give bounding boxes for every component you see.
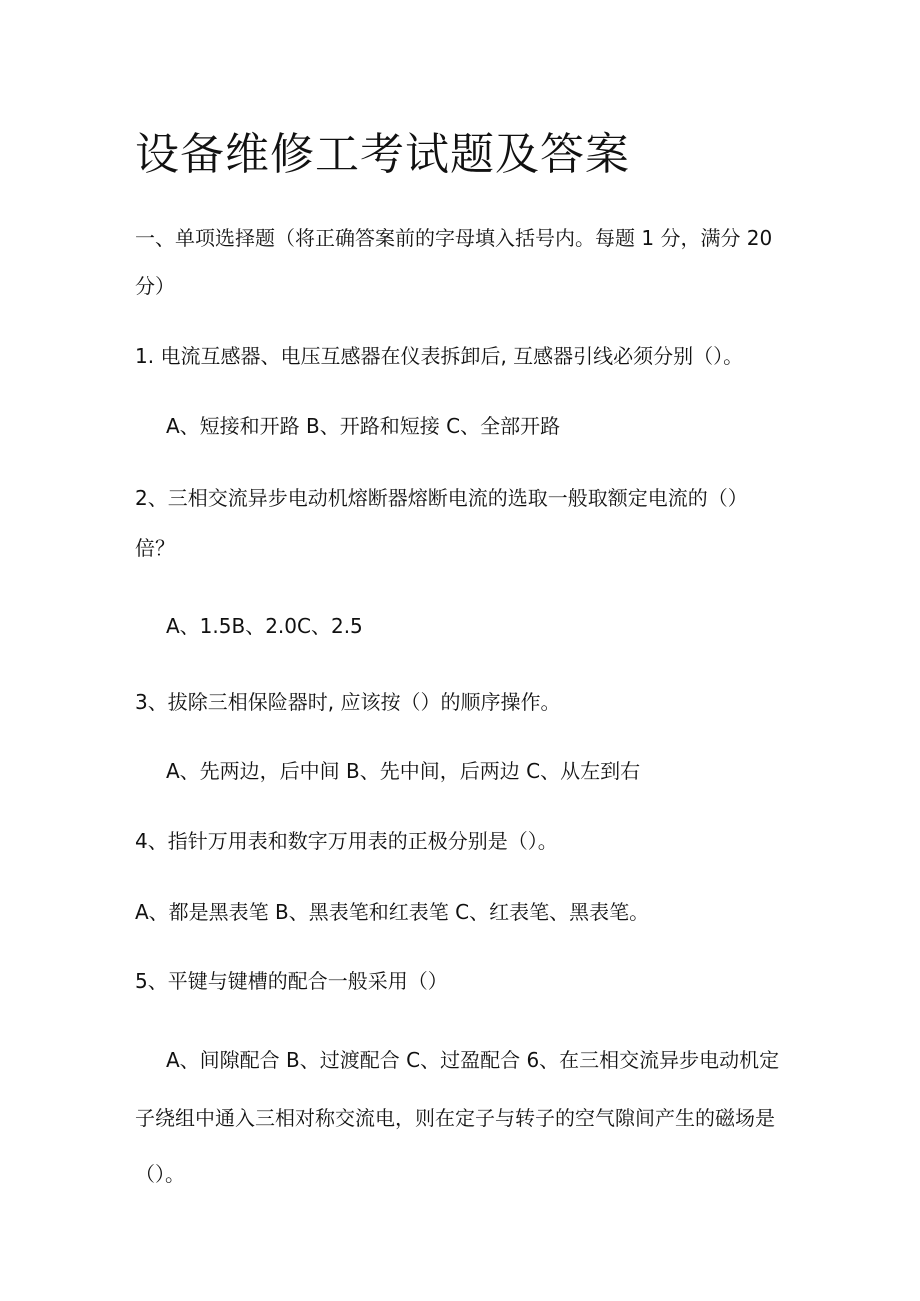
- question-3-options: A、先两边，后中间 B、先中间，后两边 C、从左到右: [166, 759, 641, 783]
- question-2-text-line-1: 2、三相交流异步电动机熔断器熔断电流的选取一般取额定电流的（）: [135, 486, 748, 510]
- question-2-text-line-2: 倍？: [135, 536, 175, 560]
- question-3-text: 3、拔除三相保险器时, 应该按（）的顺序操作。: [135, 690, 561, 714]
- question-6-blank: （）。: [135, 1162, 185, 1186]
- question-4-options: A、都是黑表笔 B、黑表笔和红表笔 C、红表笔、黑表笔。: [135, 900, 650, 924]
- question-5-options-line-1: A、间隙配合 B、过渡配合 C、过盈配合 6、在三相交流异步电动机定: [166, 1048, 780, 1072]
- question-4-text: 4、指针万用表和数字万用表的正极分别是（）。: [135, 829, 558, 853]
- question-2-options: A、1.5B、2.0C、2.5: [166, 614, 363, 638]
- section-heading-line-1: 一、单项选择题（将正确答案前的字母填入括号内。每题 1 分，满分 20: [135, 226, 773, 250]
- question-5-text: 5、平键与键槽的配合一般采用（）: [135, 969, 448, 993]
- document-title: 设备维修工考试题及答案: [135, 129, 630, 180]
- question-1-text: 1. 电流互感器、电压互感器在仪表拆卸后, 互感器引线必须分别（）。: [135, 344, 744, 368]
- question-6-text-line: 子绕组中通入三相对称交流电，则在定子与转子的空气隙间产生的磁场是: [135, 1106, 775, 1130]
- question-1-options: A、短接和开路 B、开路和短接 C、全部开路: [166, 414, 561, 438]
- section-heading-line-2: 分）: [135, 274, 175, 298]
